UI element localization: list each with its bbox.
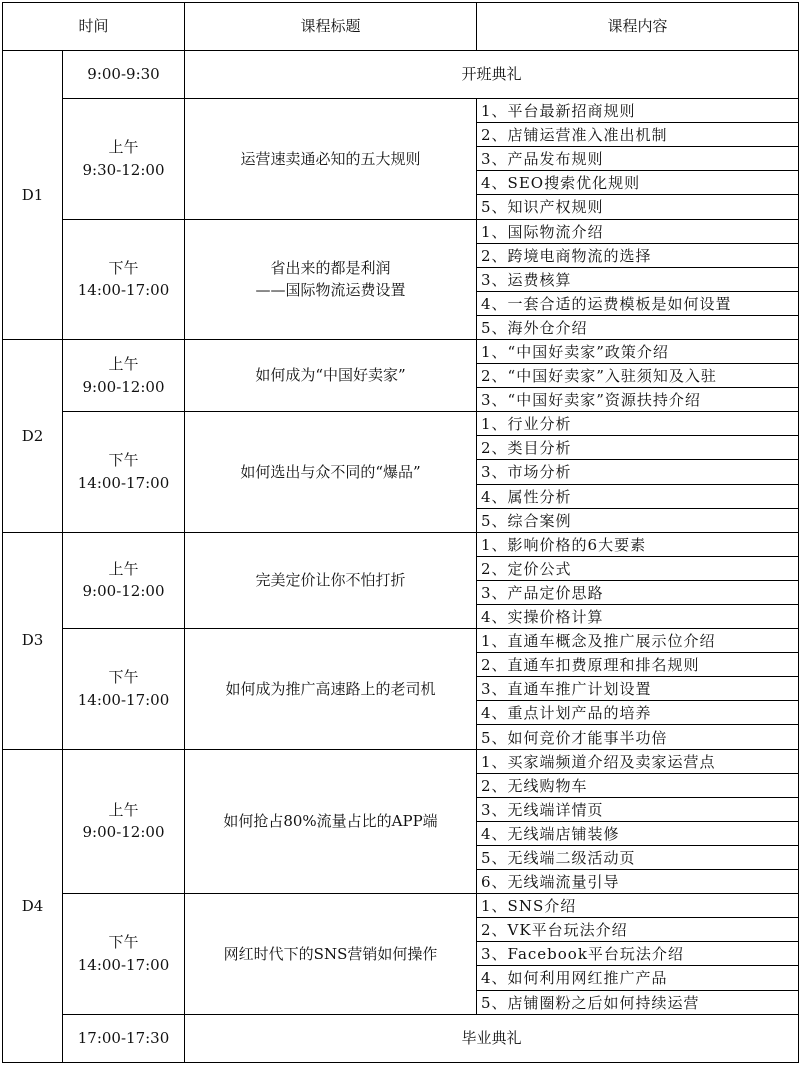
header-content: 课程内容 [477, 3, 799, 51]
content-item: 4、实操价格计算 [477, 605, 799, 629]
day-label: D2 [3, 339, 63, 532]
content-item: 5、无线端二级活动页 [477, 845, 799, 869]
table-row [3, 219, 799, 243]
content-item: 2、VK平台玩法介绍 [477, 918, 799, 942]
closing-ceremony: 毕业典礼 [185, 1014, 799, 1062]
content-item: 4、SEO搜索优化规则 [477, 171, 799, 195]
table-row [3, 339, 799, 363]
table-row [3, 412, 799, 436]
session-title-line: 网红时代下的SNS营销如何操作 [223, 944, 438, 963]
day-label: D1 [3, 51, 63, 340]
session-title-line: 省出来的都是利润 [270, 258, 391, 277]
content-item: 1、平台最新招商规则 [477, 99, 799, 123]
content-item: 4、无线端店铺装修 [477, 821, 799, 845]
content-item: 3、产品发布规则 [477, 147, 799, 171]
opening-row [3, 51, 799, 99]
course-schedule-table [2, 2, 799, 1063]
content-item: 6、无线端流量引导 [477, 870, 799, 894]
closing-time: 17:00-17:30 [63, 1014, 185, 1062]
content-item: 5、综合案例 [477, 508, 799, 532]
content-item: 4、属性分析 [477, 484, 799, 508]
content-item: 5、店铺圈粉之后如何持续运营 [477, 990, 799, 1014]
session-time: 14:00-17:00 [77, 955, 170, 974]
content-item: 3、市场分析 [477, 460, 799, 484]
content-item: 1、买家端频道介绍及卖家运营点 [477, 749, 799, 773]
session-title-line: 如何抢占80%流量占比的APP端 [223, 812, 438, 831]
session-title [185, 219, 477, 339]
content-item: 1、行业分析 [477, 412, 799, 436]
table-row [3, 749, 799, 773]
session-time: 9:00-12:00 [82, 823, 165, 842]
content-item: 3、运费核算 [477, 267, 799, 291]
content-item: 2、“中国好卖家”入驻须知及入驻 [477, 364, 799, 388]
content-item: 5、海外仓介绍 [477, 315, 799, 339]
session-period: 上午 [108, 355, 139, 374]
content-item: 2、无线购物车 [477, 773, 799, 797]
content-item: 1、影响价格的6大要素 [477, 532, 799, 556]
session-time: 9:30-12:00 [82, 160, 165, 179]
session-period: 上午 [108, 800, 139, 819]
table-row [3, 629, 799, 653]
content-item: 2、直通车扣费原理和排名规则 [477, 653, 799, 677]
session-title-line: ——国际物流运费设置 [255, 281, 406, 300]
closing-row [3, 1014, 799, 1062]
opening-ceremony: 开班典礼 [185, 51, 799, 99]
opening-time: 9:00-9:30 [63, 51, 185, 99]
session-title [185, 532, 477, 628]
session-period: 上午 [108, 138, 139, 157]
session-time-cell [63, 629, 185, 749]
header-row [3, 3, 799, 51]
header-title: 课程标题 [185, 3, 477, 51]
content-item: 5、如何竞价才能事半功倍 [477, 725, 799, 749]
content-item: 3、产品定价思路 [477, 580, 799, 604]
content-item: 3、直通车推广计划设置 [477, 677, 799, 701]
session-period: 下午 [108, 451, 139, 470]
session-title [185, 749, 477, 894]
content-item: 4、重点计划产品的培养 [477, 701, 799, 725]
content-item: 3、无线端详情页 [477, 797, 799, 821]
day-label: D3 [3, 532, 63, 749]
session-time-cell [63, 412, 185, 532]
content-item: 2、店铺运营准入准出机制 [477, 123, 799, 147]
session-title [185, 339, 477, 411]
session-title-line: 如何成为推广高速路上的老司机 [225, 679, 436, 698]
session-title-line: 如何选出与众不同的“爆品” [240, 462, 421, 481]
content-item: 2、定价公式 [477, 556, 799, 580]
session-period: 下午 [108, 933, 139, 952]
day-label: D4 [3, 749, 63, 1062]
content-item: 5、知识产权规则 [477, 195, 799, 219]
session-time-cell [63, 339, 185, 411]
session-title [185, 99, 477, 219]
session-time-cell [63, 532, 185, 628]
session-period: 下午 [108, 668, 139, 687]
content-item: 2、跨境电商物流的选择 [477, 243, 799, 267]
session-title [185, 412, 477, 532]
session-title [185, 629, 477, 749]
session-title-line: 运营速卖通必知的五大规则 [240, 149, 421, 168]
content-item: 1、直通车概念及推广展示位介绍 [477, 629, 799, 653]
content-item: 1、SNS介绍 [477, 894, 799, 918]
content-item: 1、“中国好卖家”政策介绍 [477, 339, 799, 363]
session-time-cell [63, 894, 185, 1014]
session-period: 下午 [108, 258, 139, 277]
content-item: 3、Facebook平台玩法介绍 [477, 942, 799, 966]
session-time-cell [63, 749, 185, 894]
session-time-cell [63, 99, 185, 219]
content-item: 2、类目分析 [477, 436, 799, 460]
session-time: 9:00-12:00 [82, 582, 165, 601]
session-title-line: 完美定价让你不怕打折 [255, 571, 406, 590]
session-period: 上午 [108, 559, 139, 578]
session-title [185, 894, 477, 1014]
table-row [3, 99, 799, 123]
table-row [3, 894, 799, 918]
table-row [3, 532, 799, 556]
content-item: 1、国际物流介绍 [477, 219, 799, 243]
content-item: 3、“中国好卖家”资源扶持介绍 [477, 388, 799, 412]
session-time: 14:00-17:00 [77, 281, 170, 300]
session-time: 9:00-12:00 [82, 377, 165, 396]
header-time: 时间 [3, 3, 185, 51]
session-time-cell [63, 219, 185, 339]
content-item: 4、一套合适的运费模板是如何设置 [477, 291, 799, 315]
session-title-line: 如何成为“中国好卖家” [255, 366, 406, 385]
session-time: 14:00-17:00 [77, 690, 170, 709]
content-item: 4、如何利用网红推广产品 [477, 966, 799, 990]
session-time: 14:00-17:00 [77, 473, 170, 492]
